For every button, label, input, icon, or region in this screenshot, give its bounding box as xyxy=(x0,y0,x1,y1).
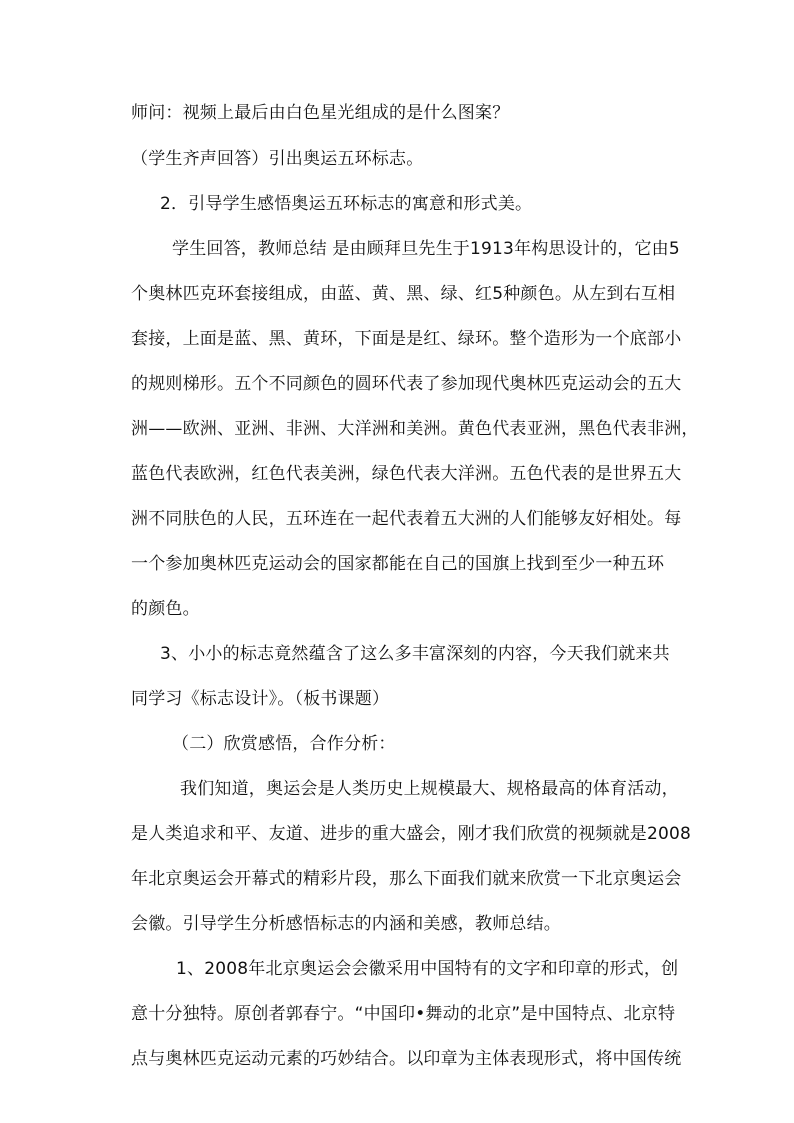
text-line: 一个参加奥林匹克运动会的国家都能在自己的国旗上找到至少一种五环 xyxy=(131,554,665,574)
text-line: 洲——欧洲、亚洲、非洲、大洋洲和美洲。黄色代表亚洲，黑色代表非洲， xyxy=(131,419,699,439)
text-line: 个奥林匹克环套接组成，由蓝、黄、黑、绿、红5种颜色。从左到右互相 xyxy=(131,284,676,304)
text-line: 2．引导学生感悟奥运五环标志的寓意和形式美。 xyxy=(160,194,533,214)
text-line: 年北京奥运会开幕式的精彩片段，那么下面我们就来欣赏一下北京奥运会 xyxy=(131,869,682,889)
text-line: 蓝色代表欧洲，红色代表美洲，绿色代表大洋洲。五色代表的是世界五大 xyxy=(131,464,682,484)
text-line: 1、2008年北京奥运会会徽采用中国特有的文字和印章的形式，创 xyxy=(176,959,679,979)
text-line: 师问：视频上最后由白色星光组成的是什么图案？ xyxy=(131,103,510,123)
text-line: 同学习《标志设计》。（板书课题） xyxy=(131,689,390,709)
text-line: 意十分独特。原创者郭春宁。“中国印•舞动的北京”是中国特点、北京特 xyxy=(131,1004,676,1024)
text-line: 我们知道，奥运会是人类历史上规模最大、规格最高的体育活动， xyxy=(180,779,679,799)
text-line: 洲不同肤色的人民，五环连在一起代表着五大洲的人们能够友好相处。每 xyxy=(131,509,682,529)
text-line: （二）欣赏感悟，合作分析： xyxy=(172,734,396,754)
text-line: 3、小小的标志竟然蕴含了这么多丰富深刻的内容，今天我们就来共 xyxy=(160,644,670,664)
text-line: 是人类追求和平、友道、进步的重大盛会，刚才我们欣赏的视频就是2008 xyxy=(131,824,692,844)
text-line: 点与奥林匹克运动元素的巧妙结合。以印章为主体表现形式，将中国传统 xyxy=(131,1049,682,1069)
text-line: 会徽。引导学生分析感悟标志的内涵和美感，教师总结。 xyxy=(131,914,561,934)
text-line: 的规则梯形。五个不同颜色的圆环代表了参加现代奥林匹克运动会的五大 xyxy=(131,374,682,394)
text-line: 学生回答，教师总结 是由顾拜旦先生于1913年构思设计的，它由5 xyxy=(172,239,680,259)
text-line: （学生齐声回答）引出奥运五环标志。 xyxy=(131,149,424,169)
text-line: 套接，上面是蓝、黑、黄环，下面是是红、绿环。整个造形为一个底部小 xyxy=(131,329,682,349)
text-line: 的颜色。 xyxy=(131,599,200,619)
